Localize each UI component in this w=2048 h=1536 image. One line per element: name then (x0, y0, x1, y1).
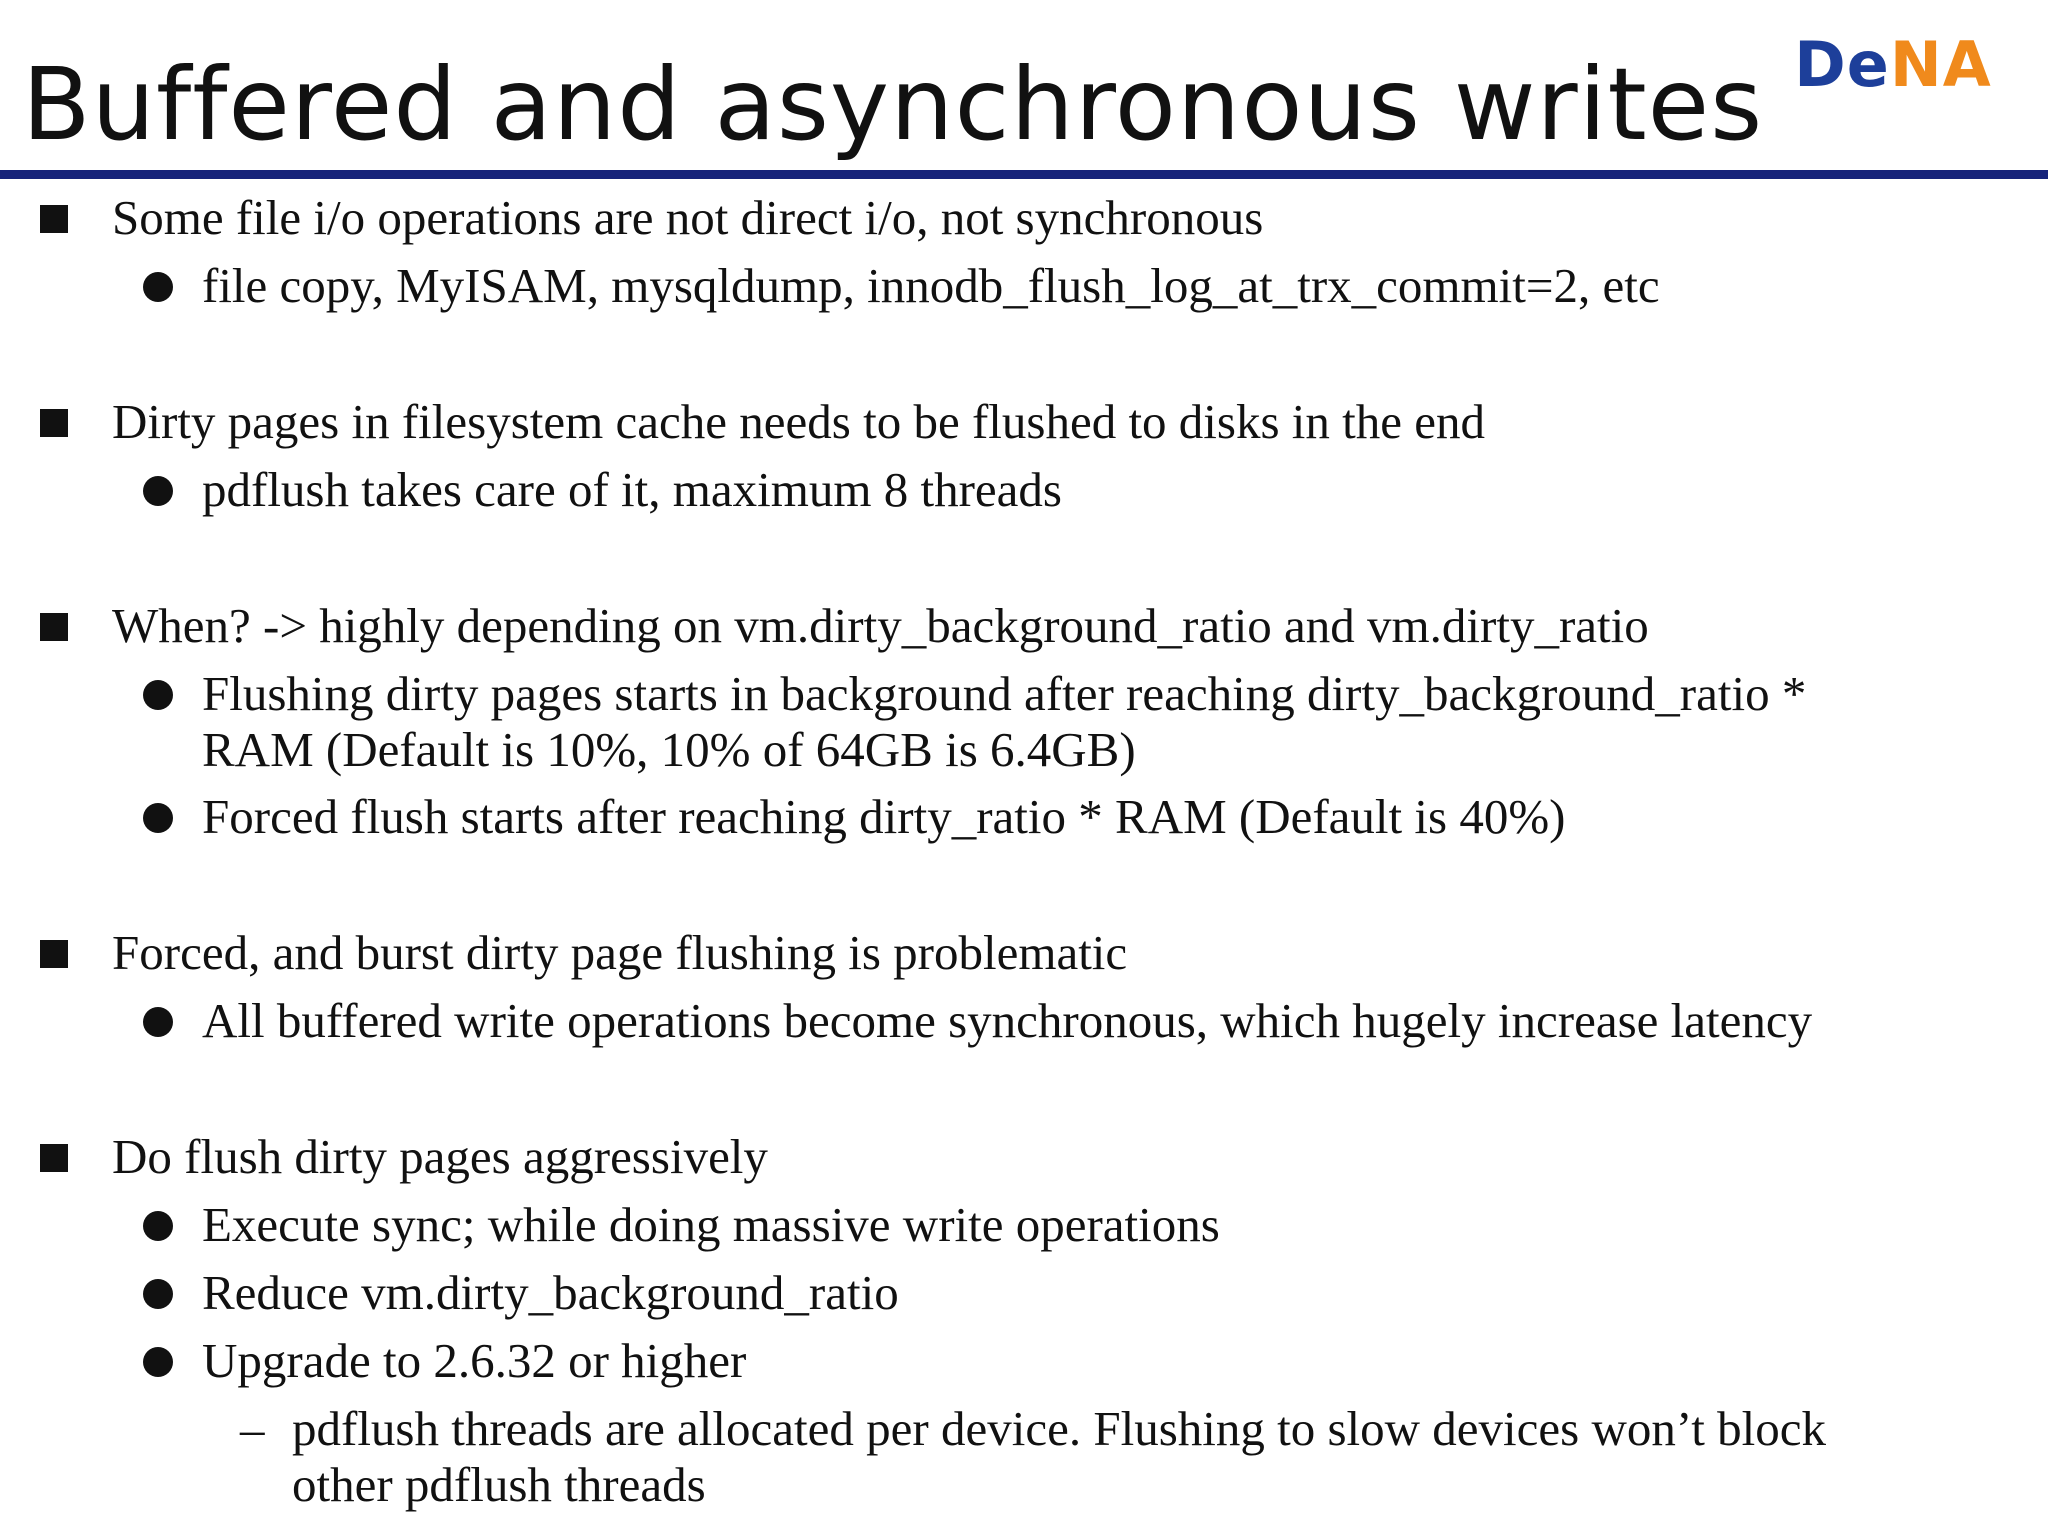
logo-text-na: NA (1889, 27, 1992, 101)
bullet-text: Dirty pages in filesystem cache needs to be flushed to disks in the end (112, 394, 1486, 449)
square-bullet-icon (40, 613, 68, 641)
sub-bullet-text: Reduce vm.dirty_background_ratio (202, 1265, 899, 1320)
sub-bullet-text: Execute sync; while doing massive write operations (202, 1197, 1220, 1252)
round-bullet-icon (143, 803, 173, 833)
bullet-text: Do flush dirty pages aggressively (112, 1129, 768, 1184)
title-divider (0, 170, 2048, 179)
sub-bullet-text: pdflush takes care of it, maximum 8 threads (202, 462, 1062, 517)
square-bullet-icon (40, 940, 68, 968)
square-bullet-icon (40, 205, 68, 233)
round-bullet-icon (143, 1211, 173, 1241)
round-bullet-icon (143, 680, 173, 710)
round-bullet-icon (143, 1007, 173, 1037)
round-bullet-icon (143, 1347, 173, 1377)
sub-bullet-text: Flushing dirty pages starts in background after reaching dirty_background_ratio * RAM (Default is 10%, 10% of 64GB is 6.4GB) (202, 666, 1807, 777)
bullet-text: When? -> highly depending on vm.dirty_background_ratio and vm.dirty_ratio (112, 598, 1649, 653)
bullet-text: Some file i/o operations are not direct i/o, not synchronous (112, 190, 1264, 245)
sub-bullet-text: All buffered write operations become synchronous, which hugely increase latency (202, 993, 1813, 1048)
square-bullet-icon (40, 409, 68, 437)
logo-text-de: De (1794, 27, 1890, 101)
bullet-text: Forced, and burst dirty page flushing is problematic (112, 925, 1128, 980)
round-bullet-icon (143, 1279, 173, 1309)
sub-bullet-text: Upgrade to 2.6.32 or higher (202, 1333, 747, 1388)
sub-sub-bullet-text: pdflush threads are allocated per device. Flushing to slow devices won’t block other pdflush threads (292, 1401, 1827, 1512)
sub-bullet-text: Forced flush starts after reaching dirty_ratio * RAM (Default is 40%) (202, 789, 1566, 844)
slide-title: Buffered and asynchronous writes (22, 46, 1764, 163)
round-bullet-icon (143, 272, 173, 302)
dena-logo (1768, 14, 2018, 114)
sub-bullet-text: file copy, MyISAM, mysqldump, innodb_flush_log_at_trx_commit=2, etc (202, 258, 1660, 313)
dash-bullet-icon: – (240, 1401, 265, 1456)
square-bullet-icon (40, 1144, 68, 1172)
round-bullet-icon (143, 476, 173, 506)
